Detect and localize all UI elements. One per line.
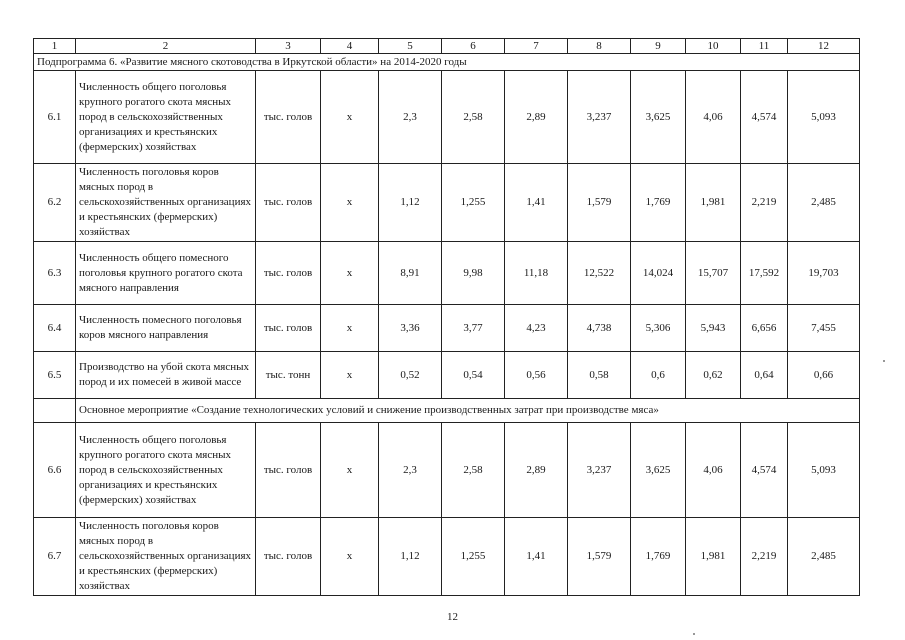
value-cell: 1,12: [379, 518, 442, 596]
column-number: 2: [76, 39, 256, 54]
table-row: [34, 164, 860, 242]
indicator-name: Численность поголовья коров мясных пород в сельскохозяйственных организациях и крестьянских (фермерских) хозяйствах: [76, 164, 256, 242]
unit-cell: тыс. голов: [256, 305, 321, 352]
value-cell: 0,58: [568, 352, 631, 399]
value-cell: 2,89: [505, 423, 568, 518]
column-number-row: [34, 39, 860, 54]
table-row: [34, 518, 860, 596]
value-cell: 1,41: [505, 518, 568, 596]
value-cell: 8,91: [379, 242, 442, 305]
column-number: 1: [34, 39, 76, 54]
table-row: [34, 352, 860, 399]
column-number: 4: [321, 39, 379, 54]
page-number: 12: [447, 611, 458, 623]
indicator-name: Численность помесного поголовья коров мясного направления: [76, 305, 256, 352]
value-cell: 0,6: [631, 352, 686, 399]
indicators-table: [33, 38, 860, 596]
indicator-name: Численность общего помесного поголовья крупного рогатого скота мясного направления: [76, 242, 256, 305]
value-cell: 12,522: [568, 242, 631, 305]
value-cell: 3,237: [568, 423, 631, 518]
column-number: 7: [505, 39, 568, 54]
table-row: [34, 305, 860, 352]
value-cell: 0,56: [505, 352, 568, 399]
x-cell: х: [321, 305, 379, 352]
value-cell: 1,255: [442, 164, 505, 242]
value-cell: 14,024: [631, 242, 686, 305]
scan-speck: [693, 633, 695, 635]
row-number: 6.4: [34, 305, 76, 352]
x-cell: х: [321, 71, 379, 164]
table-row: [34, 423, 860, 518]
value-cell: 2,3: [379, 423, 442, 518]
table-body: [34, 39, 860, 596]
scan-speck: [883, 360, 885, 362]
value-cell: 4,574: [741, 423, 788, 518]
value-cell: 2,485: [788, 518, 860, 596]
subprogram-row: [34, 54, 860, 71]
value-cell: 2,58: [442, 71, 505, 164]
value-cell: 6,656: [741, 305, 788, 352]
unit-cell: тыс. голов: [256, 518, 321, 596]
value-cell: 2,89: [505, 71, 568, 164]
column-number: 5: [379, 39, 442, 54]
value-cell: 17,592: [741, 242, 788, 305]
subprogram-title: Подпрограмма 6. «Развитие мясного скотоводства в Иркутской области» на 2014-2020 годы: [34, 54, 860, 71]
value-cell: 0,64: [741, 352, 788, 399]
indicator-name: Численность общего поголовья крупного рогатого скота мясных пород в сельскохозяйственных организациях и крестьянских (фермерских) хозяйствах: [76, 423, 256, 518]
value-cell: 1,255: [442, 518, 505, 596]
indicator-name: Численность общего поголовья крупного рогатого скота мясных пород в сельскохозяйственных организациях и крестьянских (фермерских) хозяйствах: [76, 71, 256, 164]
x-cell: х: [321, 242, 379, 305]
value-cell: 1,981: [686, 164, 741, 242]
value-cell: 15,707: [686, 242, 741, 305]
unit-cell: тыс. голов: [256, 164, 321, 242]
row-number: 6.3: [34, 242, 76, 305]
value-cell: 4,23: [505, 305, 568, 352]
value-cell: 4,06: [686, 423, 741, 518]
value-cell: 1,981: [686, 518, 741, 596]
indicator-name: Производство на убой скота мясных пород и их помесей в живой массе: [76, 352, 256, 399]
main-activity-title: Основное мероприятие «Создание технологических условий и снижение производственных затрат при производстве мяса»: [76, 399, 860, 423]
value-cell: 3,625: [631, 423, 686, 518]
column-number: 12: [788, 39, 860, 54]
row-number: 6.6: [34, 423, 76, 518]
column-number: 11: [741, 39, 788, 54]
value-cell: 9,98: [442, 242, 505, 305]
column-number: 8: [568, 39, 631, 54]
column-number: 9: [631, 39, 686, 54]
indicator-name: Численность поголовья коров мясных пород в сельскохозяйственных организациях и крестьянских (фермерских) хозяйствах: [76, 518, 256, 596]
column-number: 6: [442, 39, 505, 54]
value-cell: 1,579: [568, 164, 631, 242]
value-cell: 5,306: [631, 305, 686, 352]
row-number: 6.5: [34, 352, 76, 399]
value-cell: 0,62: [686, 352, 741, 399]
value-cell: 5,093: [788, 71, 860, 164]
unit-cell: тыс. тонн: [256, 352, 321, 399]
row-number: 6.1: [34, 71, 76, 164]
main-activity-row: [34, 399, 860, 423]
value-cell: 4,574: [741, 71, 788, 164]
value-cell: 0,54: [442, 352, 505, 399]
row-number: 6.2: [34, 164, 76, 242]
value-cell: 0,52: [379, 352, 442, 399]
value-cell: 1,579: [568, 518, 631, 596]
unit-cell: тыс. голов: [256, 423, 321, 518]
column-number: 3: [256, 39, 321, 54]
value-cell: 7,455: [788, 305, 860, 352]
value-cell: 1,769: [631, 518, 686, 596]
value-cell: 3,625: [631, 71, 686, 164]
column-number: 10: [686, 39, 741, 54]
value-cell: 2,219: [741, 518, 788, 596]
value-cell: 2,485: [788, 164, 860, 242]
table-row: [34, 71, 860, 164]
value-cell: 5,943: [686, 305, 741, 352]
value-cell: 4,738: [568, 305, 631, 352]
value-cell: 1,769: [631, 164, 686, 242]
value-cell: 3,77: [442, 305, 505, 352]
value-cell: 3,237: [568, 71, 631, 164]
unit-cell: тыс. голов: [256, 71, 321, 164]
value-cell: 1,41: [505, 164, 568, 242]
value-cell: 1,12: [379, 164, 442, 242]
x-cell: х: [321, 352, 379, 399]
value-cell: 2,58: [442, 423, 505, 518]
x-cell: х: [321, 164, 379, 242]
value-cell: 4,06: [686, 71, 741, 164]
x-cell: х: [321, 423, 379, 518]
value-cell: 5,093: [788, 423, 860, 518]
value-cell: 11,18: [505, 242, 568, 305]
value-cell: 2,219: [741, 164, 788, 242]
value-cell: 0,66: [788, 352, 860, 399]
empty-cell: [34, 399, 76, 423]
table-row: [34, 242, 860, 305]
unit-cell: тыс. голов: [256, 242, 321, 305]
row-number: 6.7: [34, 518, 76, 596]
value-cell: 3,36: [379, 305, 442, 352]
x-cell: х: [321, 518, 379, 596]
value-cell: 2,3: [379, 71, 442, 164]
value-cell: 19,703: [788, 242, 860, 305]
